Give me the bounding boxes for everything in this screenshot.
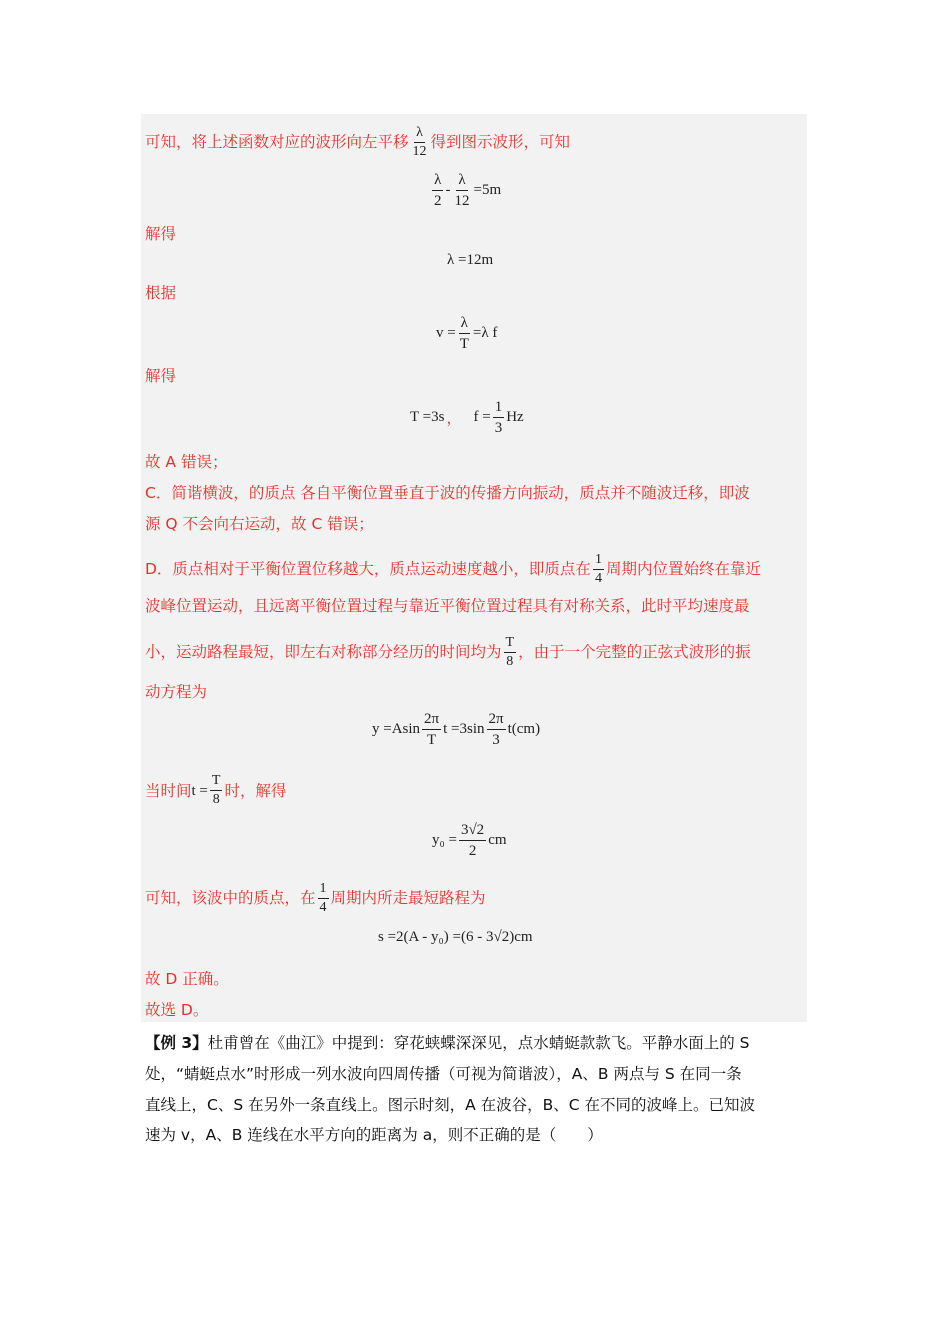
- text-segment: 时，解得: [224, 781, 287, 800]
- solution-line-1: [145, 124, 570, 161]
- fraction: $\frac{\lambda}{T}$: [459, 315, 469, 352]
- fraction: $\frac{\lambda}{2}$: [434, 172, 442, 209]
- equation-lhs: y =Asin: [372, 721, 421, 737]
- equation-3: [436, 313, 497, 354]
- example-3-line-4: 速为 v，A、B 连线在水平方向的距离为 a，则不正确的是（ ）: [145, 1126, 603, 1144]
- fraction: $\frac{3√2}{2}$: [460, 822, 485, 859]
- fraction: $\frac{1}{3}$: [494, 399, 503, 436]
- text-segment: 周期内位置始终在靠近: [605, 560, 761, 578]
- option-d-line-2: 波峰位置运动，且远离平衡位置过程与靠近平衡位置过程具有对称关系，此时平均速度最: [145, 597, 750, 615]
- solution-line-jiede-1: 解得: [145, 225, 177, 243]
- text-segment: 杜甫曾在《曲江》中提到：穿花蛱蝶深深见，点水蜻蜓款款飞。平静水面上的 S: [207, 1034, 750, 1052]
- quarter-fraction: $\frac{1}{4}$: [319, 881, 327, 915]
- option-d-line-4: 动方程为: [145, 683, 208, 701]
- fraction: $\frac{2\pi}{T}$: [424, 711, 440, 748]
- equation-mid: t =3sin: [443, 721, 485, 737]
- example-tag: 【例 3】: [145, 1034, 208, 1052]
- eighth-period-fraction: $\frac{T}{8}$: [505, 635, 515, 669]
- equation-1: [430, 170, 501, 211]
- text-segment: 可知，该波中的质点，在: [145, 889, 316, 907]
- option-c-line-2: 源 Q 不会向右运动，故 C 错误；: [145, 515, 374, 533]
- frac-num: λ: [414, 124, 425, 143]
- example-3-line-3: 直线上，C、S 在另外一条直线上。图示时刻，A 在波谷，B、C 在不同的波峰上。已知波: [145, 1096, 756, 1114]
- separator: ，: [446, 409, 462, 427]
- frequency-lhs: f =: [473, 409, 491, 425]
- text-segment: D．质点相对于平衡位置位移越大，质点运动速度越小，即质点在: [145, 560, 591, 578]
- equation-4: [410, 397, 524, 438]
- fraction: $\frac{\lambda}{12}$: [454, 172, 470, 209]
- text-segment: 得到图示波形，可知: [430, 133, 571, 151]
- time-condition-line: [145, 772, 286, 809]
- frac-den: 12: [412, 144, 427, 159]
- equation-rhs: t(cm): [507, 721, 541, 737]
- fraction: $\frac{2\pi}{3}$: [488, 711, 504, 748]
- equation-6: [432, 820, 507, 861]
- fraction: $\frac{T}{8}$: [211, 773, 221, 807]
- equation-2: λ =12m: [447, 252, 494, 268]
- option-d-line-3: [145, 634, 751, 671]
- unit: Hz: [506, 409, 524, 425]
- example-3-line-2: 处，“蜻蜓点水”时形成一列水波向四周传播（可视为简谐波），A、B 两点与 S 在同一条: [145, 1065, 742, 1083]
- text-segment: 小，运动路程最短，即左右对称部分经历的时间均为: [145, 643, 502, 661]
- equation-rhs: =5m: [473, 182, 502, 198]
- unit: cm: [488, 832, 507, 848]
- equation-5: [372, 709, 540, 750]
- text-segment: 周期内所走最短路程为: [330, 889, 486, 907]
- solution-line-jiede-2: 解得: [145, 367, 177, 385]
- equation-rhs: =λ f: [472, 325, 498, 341]
- solution-line-genju: 根据: [145, 284, 177, 302]
- text-segment: ，由于一个完整的正弦式波形的振: [518, 643, 751, 661]
- minus-sign: -: [445, 182, 451, 198]
- option-d-conclusion: 故 D 正确。: [145, 970, 229, 988]
- text-segment: 当时间: [145, 781, 192, 800]
- option-c-line-1: C．简谐横波，的质点 各自平衡位置垂直于波的传播方向振动，质点并不随波迁移，即波: [145, 484, 750, 502]
- equation-lhs: v =: [436, 325, 456, 341]
- time-variable: t =: [191, 782, 208, 799]
- quarter-fraction: $\frac{1}{4}$: [594, 552, 602, 586]
- option-d-line-1: [145, 551, 761, 588]
- text-segment: 可知，将上述函数对应的波形向左平移: [145, 133, 409, 151]
- shortest-path-line: [145, 880, 486, 917]
- shift-fraction: [411, 124, 429, 161]
- equation-7: s =2(A - y₀) =(6 - 3√2)cm: [378, 929, 533, 945]
- final-answer: 故选 D。: [145, 1001, 209, 1019]
- example-3-line-1: [145, 1028, 749, 1058]
- equation-lhs: y₀ =: [432, 832, 457, 848]
- period-value: T =3s: [410, 409, 445, 425]
- option-a-conclusion: 故 A 错误；: [145, 453, 228, 471]
